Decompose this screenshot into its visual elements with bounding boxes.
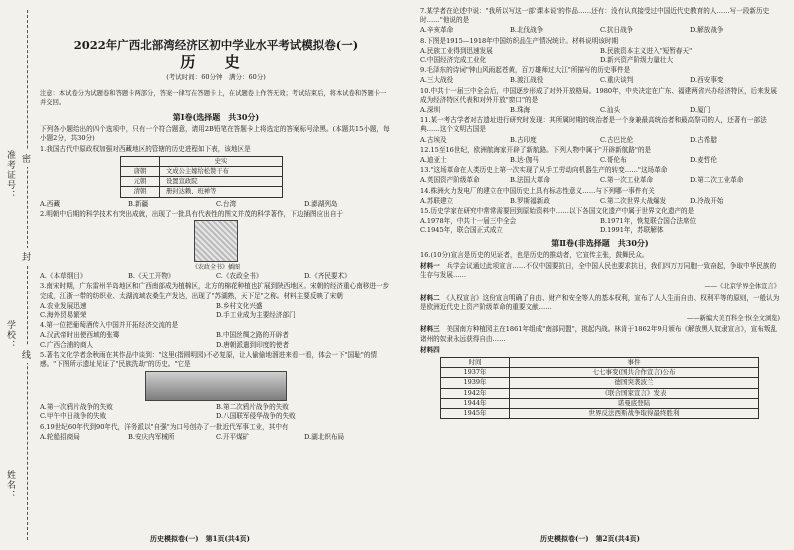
option: B.《天工开物》 <box>128 272 175 281</box>
option: A.苏联建立 <box>420 196 454 205</box>
q3-options <box>40 302 392 320</box>
q8-options <box>420 47 780 65</box>
option: B.北伐战争 <box>510 26 544 35</box>
q12-options <box>420 156 780 165</box>
option: B.民族资本主义进入"短暂春天" <box>600 46 693 55</box>
section-1-intro: 下列各小题给出的四个选项中，只有一个符合题意，请用2B铅笔在答题卡上将选定的答案标号涂黑。(本题共15小题，每小题2分，共30分) <box>40 125 390 143</box>
seal-mark: 线 <box>22 346 31 363</box>
table-cell: 元朝 <box>121 177 160 187</box>
option: B.乡村文化兴盛 <box>216 301 263 310</box>
page-2 <box>420 6 780 542</box>
table-cell: 册封达赖、班禅等 <box>160 187 283 197</box>
material-label: 材料二 <box>420 293 440 302</box>
option: C.重庆谈判 <box>600 76 634 85</box>
option: D.湖北织布局 <box>304 432 345 441</box>
option: B.法国大革命 <box>510 176 550 185</box>
option: A.迪亚士 <box>420 156 447 165</box>
option: D.麦哲伦 <box>690 156 717 165</box>
question-8: 8.下图是1915—1918年中国纺织品生产情况统计。材料说明该时期 <box>420 36 619 45</box>
option: D.1991年，苏联解体 <box>600 226 664 235</box>
table-header: 事件 <box>510 357 759 367</box>
option: B.罗斯福新政 <box>510 196 550 205</box>
table-cell: 清朝 <box>121 187 160 197</box>
option: C.第一次工业革命 <box>600 176 654 185</box>
q6-options <box>40 433 392 442</box>
seal-mark: 封 <box>22 248 31 265</box>
table-cell: 七七事变(国共合作宣言)公布 <box>510 368 759 378</box>
q10-options <box>420 106 780 115</box>
q7-options <box>420 26 780 35</box>
option: B.达·伽马 <box>510 156 539 165</box>
option: B.第二次鸦片战争的失败 <box>216 403 289 412</box>
option: C.抗日战争 <box>600 26 634 35</box>
table-cell: 设置宣政院 <box>160 177 283 187</box>
q9-options <box>420 76 780 85</box>
illustration-image <box>194 220 238 262</box>
exam-title: 2022年广西北部湾经济区初中学业水平考试模拟卷(一) <box>73 38 359 52</box>
question-9: 9.毛泽东的诗词"钟山风雨起苍黄，百万雄师过大江"所描写的历史事件是 <box>420 66 631 75</box>
table-header: 时间 <box>441 357 510 367</box>
question-16: 16.(10分)宣言是历史的见证者，也是历史的推动者，它宣传主张，鼓舞民众。 <box>420 250 649 259</box>
question-3: 3.南宋时期，广东雷州半岛地区和广西南部成为植棉区，北方的棉花种植也扩展到陕西地区。宋朝的经济重心南移进一步完成，江浙一带的纺织业、太湖流域农桑生产发达，出现了"苏湖熟，天下足"之称。材料主要反映了宋朝 <box>40 282 390 300</box>
option: D.《齐民要术》 <box>304 272 351 281</box>
table-cell: 世界反法西斯战争取得最终胜利 <box>510 408 759 418</box>
material-2 <box>420 294 780 312</box>
q2-options <box>40 272 392 281</box>
option: D.解放战争 <box>690 26 724 35</box>
option: D.新兴资产阶级力量壮大 <box>600 56 674 65</box>
option: D.八国联军侵华战争的失败 <box>216 412 296 421</box>
option: D.冷战开始 <box>690 196 724 205</box>
option: D.唐朝派遣到印度的使者 <box>216 340 290 349</box>
subject-title: 历 史 <box>180 53 252 72</box>
illustration-caption: 《农政全书》插图 <box>191 264 240 272</box>
material-label: 材料一 <box>420 262 440 271</box>
question-12: 12.15至16世纪，欧洲航海家开辟了新航路。下列人物中属于"开辟新航路"的是 <box>420 145 652 154</box>
table-cell <box>121 156 160 166</box>
option: C.广西合浦的商人 <box>40 340 94 349</box>
ruins-photo <box>145 371 287 401</box>
timeline-table <box>440 357 759 419</box>
option: B.渡江战役 <box>510 76 544 85</box>
option: C.汕头 <box>600 106 621 115</box>
option: A.第一次鸦片战争的失败 <box>40 403 113 412</box>
option: A.西藏 <box>40 199 61 208</box>
question-10: 10.中共十一届三中全会后，中国逐步形成了对外开放格局。1980年，中央决定在广东、福建两省兴办经济特区，后来发展成为经济特区代表和对外开放"窗口"的是 <box>420 86 777 104</box>
option: D.手工业成为主要经济部门 <box>216 311 296 320</box>
page-1 <box>40 6 392 542</box>
page-1-footer: 历史模拟卷(一) 第1页(共4页) <box>150 534 250 543</box>
seal-mark: 密 <box>22 150 31 167</box>
option: C.《农政全书》 <box>216 272 263 281</box>
option: C.台湾 <box>216 199 237 208</box>
option: D.西安事变 <box>690 76 724 85</box>
table-header: 史实 <box>160 156 283 166</box>
table-cell: 1937年 <box>441 368 510 378</box>
binding-strip <box>0 0 32 550</box>
table-cell: 诺曼底登陆 <box>510 398 759 408</box>
question-6: 6.19世纪60年代到90年代，洋务派以"自强"为口号创办了一批近代军事工业，其中有 <box>40 422 289 431</box>
question-5: 5.著名文化学者余秋雨在其作品中谈到："这里(指圆明园)不必复原，让人偷偷地溜进来看一看，体会一下"国耻"的情感。"下图所示遗址见证了"民族洗劫"的历史。"它是 <box>40 350 378 369</box>
option: A.英国资产阶级革命 <box>420 176 480 185</box>
option: A.农业发展迅速 <box>40 301 87 310</box>
option: D.古希腊 <box>690 135 717 144</box>
material-2-source: ——新编大美百科全书(全文浏览) <box>686 315 780 323</box>
option: C.第二次世界大战爆发 <box>600 196 667 205</box>
option: C.开平煤矿 <box>216 432 250 441</box>
school-label: 学校： <box>5 320 15 350</box>
binding-dashed-line <box>27 10 28 540</box>
option: B.古印度 <box>510 135 537 144</box>
material-text: 《人权宣言》这份宣言明确了自由、财产和安全等人的基本权利，宣布了人人生而自由、权利平等的原则，一般认为是欧洲近代史上资产阶级革命的重要文献…… <box>420 293 780 311</box>
option: A.古埃及 <box>420 135 447 144</box>
question-1: 1.我国古代中原政权加强对西藏地区的管辖的历史进程如下表，该地区是 <box>40 144 251 153</box>
table-cell: 1942年 <box>441 388 510 398</box>
material-text: 兵学会议通过此项宣言……不仅中国要抗日，全中国人民也要求抗日，我们四万万同胞一致奋起，争取中华民族的生存与发展…… <box>420 262 777 280</box>
q1-options <box>40 200 392 209</box>
exam-info: (考试时间：60分钟 满分：60分) <box>166 73 266 82</box>
option: C.1945年，联合国正式成立 <box>420 226 504 235</box>
q5-options <box>40 403 392 421</box>
option: D.厦门 <box>690 106 711 115</box>
option: A.1978年，中共十一届三中全会 <box>420 217 517 226</box>
page-2-footer: 历史模拟卷(一) 第2页(共4页) <box>540 534 640 543</box>
option: B.新疆 <box>128 199 149 208</box>
option: A.辛亥革命 <box>420 26 454 35</box>
option: D.第二次工业革命 <box>690 176 744 185</box>
question-4: 4.第一位把葡萄酒传入中国并开拓经济交流的是 <box>40 321 179 330</box>
option: B.1971年，恢复联合国合法席位 <box>600 217 697 226</box>
name-label: 姓名： <box>5 470 15 500</box>
option: C.哥伦布 <box>600 156 627 165</box>
option: A.《本草纲目》 <box>40 272 87 281</box>
option: C.甲午中日战争的失败 <box>40 412 107 421</box>
option: A.民族工业得到迅速发展 <box>420 46 493 55</box>
q1-table <box>120 156 283 198</box>
table-cell: 1944年 <box>441 398 510 408</box>
option: B.珠海 <box>510 106 531 115</box>
question-14: 14.株洲火力发电厂的建立在中国历史上具有标志性意义……与下列哪一事件有关 <box>420 186 655 195</box>
option: C.古巴比伦 <box>600 135 634 144</box>
table-cell: 唐朝 <box>121 167 160 177</box>
material-text: 美国南方种植园主在1861年组成"南部同盟"，挑起内战。林肯于1862年9月颁布《解放黑人奴隶宣言》，宣布叛乱诸州的奴隶永远获得自由…… <box>420 325 778 343</box>
option: A.轮船招商局 <box>40 432 80 441</box>
question-15: 15.历史学家在研究中常常需要回到原始资料中……以下各国文化遗产中属于世界文化遗产的是 <box>420 207 695 216</box>
question-13: 13."这场革命在人类历史上第一次实现了从手工劳动向机器生产的转变……"这场革命 <box>420 166 668 175</box>
material-4 <box>420 346 780 355</box>
table-cell: 1945年 <box>441 408 510 418</box>
option: A.深圳 <box>420 106 441 115</box>
table-cell: 《联合国家宣言》发表 <box>510 388 759 398</box>
table-cell: 1939年 <box>441 378 510 388</box>
q15-options <box>420 217 780 235</box>
option: B.中国丝绸之路的开辟者 <box>216 331 289 340</box>
section-2-title: 第Ⅱ卷(非选择题 共30分) <box>551 237 649 248</box>
material-label: 材料三 <box>420 325 440 334</box>
material-label: 材料四 <box>420 345 440 354</box>
option: C.中国经济完成工业化 <box>420 56 487 65</box>
option: A.三大战役 <box>420 76 454 85</box>
q11-options <box>420 136 780 145</box>
notice: 注意：本试卷分为试题卷和答题卡两部分，答案一律写在答题卡上，在试题卷上作答无效；考试结束后，将本试卷和答题卡一并交回。 <box>40 89 387 106</box>
option: C.海外贸易繁荣 <box>40 311 87 320</box>
question-11: 11.某一考古学者对古遗址进行研究时发现：其所属时期的统治者是一个身兼最高统治者和最高祭司的人，还著有一部法典……这个文明古国是 <box>420 116 767 134</box>
option: D.澎湖列岛 <box>304 199 338 208</box>
table-cell: 文成公主嫁给松赞干布 <box>160 167 283 177</box>
candidate-number-label: 准考证号： <box>5 150 15 200</box>
material-3 <box>420 325 780 343</box>
material-1 <box>420 262 780 280</box>
q13-options <box>420 176 780 185</box>
q14-options <box>420 197 780 206</box>
option: B.安庆内军械所 <box>128 432 175 441</box>
table-cell: 德国突袭波兰 <box>510 378 759 388</box>
section-1-title: 第Ⅰ卷(选择题 共30分) <box>172 112 260 123</box>
q4-options <box>40 331 392 349</box>
question-2: 2.明朝中后期的科学技术有突出成就，出现了一批具有代表性的图文并茂的科学著作，下边插图应出自于 <box>40 209 344 218</box>
question-7: 7.某学者在论述中说："我所以写这一部'课本说'的作品……还有：没有认真接受过中国近代史教育的人……写一段新历史时……"他说的是 <box>420 7 770 25</box>
material-1-source: ——《北京学界全体宣言》 <box>704 283 780 291</box>
option: A.汉武帝时出使西域的张骞 <box>40 331 120 340</box>
